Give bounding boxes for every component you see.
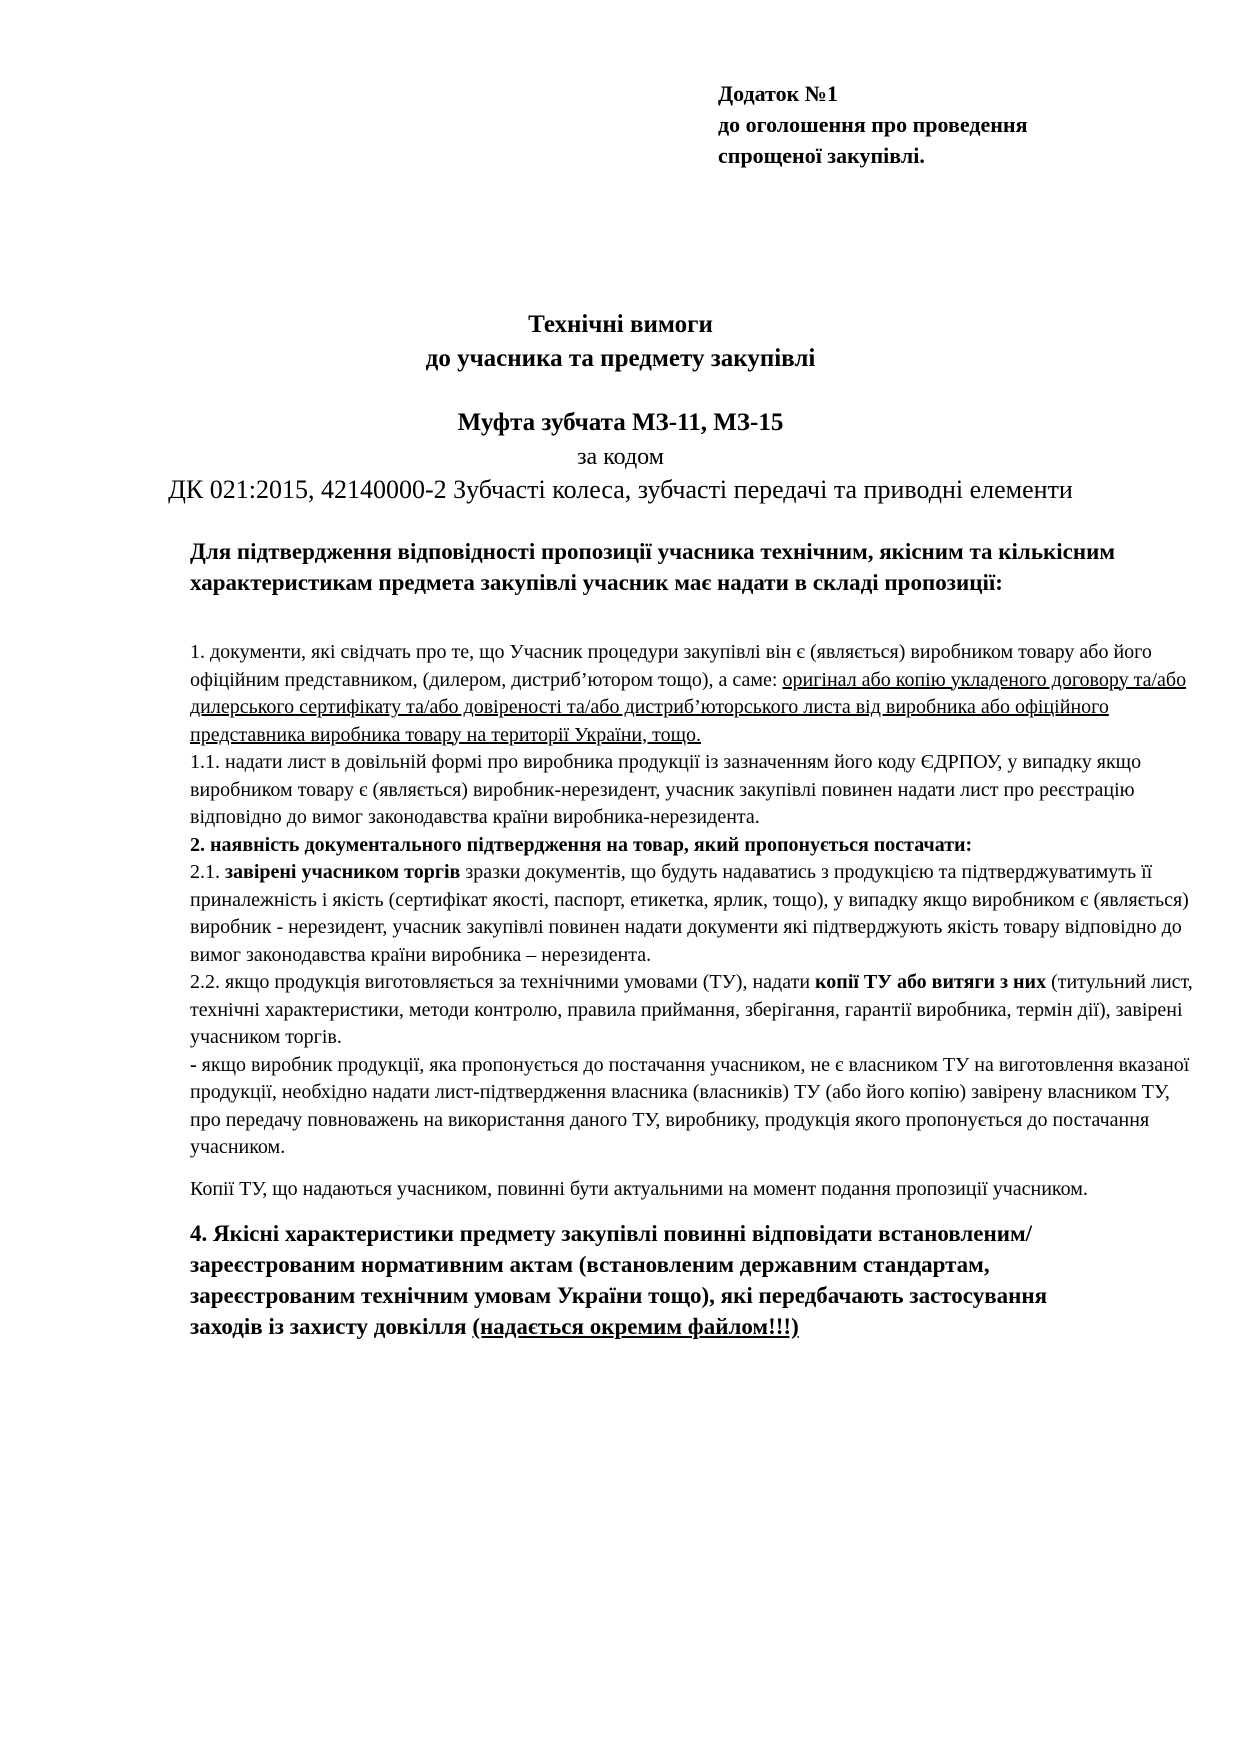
item-dash-bold: - <box>190 1053 197 1076</box>
item-dash-rest: якщо виробник продукції, яка пропонується до постачання учасником, не є власником ТУ на виготовлення вказаної продукції, необхідно надати лист-підтвердження власника (власників) ТУ (або його копію) завірену власником ТУ, про передачу повноважень на використання даного ТУ, виробнику, продукція якого пропонується до постачання учасником. <box>190 1053 1190 1158</box>
annex-line-3: спрощеної закупівлі. <box>718 143 925 168</box>
separate-file-note: (надається окремим файлом!!!) <box>472 1314 799 1339</box>
requirements-list <box>190 639 1196 1162</box>
annex-header <box>718 78 1188 171</box>
item-2-1-bold: завірені учасником торгів <box>225 861 461 883</box>
quality-requirement <box>190 1218 1120 1342</box>
item-2-2-bold: копії ТУ або витяги з них <box>815 971 1047 993</box>
item-1-underlined: оригінал або копію укладеного договору та/або дилерського сертифікату та/або довіреності та/або дистриб’юторського листа від виробника або офіційного представника виробника товару на території України, тощо. <box>190 668 1187 746</box>
item-1 <box>190 639 1196 749</box>
item-2-1-prefix: 2.1. <box>190 861 225 883</box>
annex-line-2: до оголошення про проведення <box>718 112 1028 137</box>
tu-copies-note: Копії ТУ, що надаються учасником, повинні бути актуальними на момент подання пропозиції учасником. <box>190 1178 1088 1200</box>
by-code-label: за кодом <box>577 444 664 470</box>
annex-number: Додаток №1 <box>718 81 838 106</box>
item-1-text: 1. документи, які свідчать про те, що Учасник процедури закупівлі він є (являється) виробником товару або його офіційним представником, (дилером, дистриб’ютором тощо), а саме: <box>190 641 1152 691</box>
lead-paragraph: Для підтвердження відповідності пропозиції учасника технічним, якісним та кількісним характеристикам предмета закупівлі учасник має надати в складі пропозиції: <box>190 539 1116 595</box>
quality-requirement-text: 4. Якісні характеристики предмету закупівлі повинні відповідати встановленим/зареєстрованим нормативним актам (встановленим державним стандартам, зареєстрованим технічним умовам України тощо), які передбачають застосування заходів із захисту довкілля <box>190 1221 1048 1339</box>
document-title <box>0 308 1241 376</box>
procurement-item-title: Муфта зубчата МЗ-11, МЗ-15 <box>457 409 784 436</box>
item-2-2-rest: (титульний лист, технічні характеристики, методи контролю, правила приймання, зберігання, гарантії виробника, термін дії), завірені учасником торгів. <box>190 971 1193 1048</box>
item-2-1 <box>190 859 1196 969</box>
title-line-1: Технічні вимоги <box>528 311 713 338</box>
item-2-2-prefix: 2.2. якщо продукція виготовляється за технічними умовами (ТУ), надати <box>190 971 816 993</box>
dk-code-line: ДК 021:2015, 42140000-2 Зубчасті колеса, зубчасті передачі та приводні елементи <box>168 475 1073 504</box>
item-2-2 <box>190 969 1196 1052</box>
item-1-1: 1.1. надати лист в довільній формі про виробника продукції із зазначенням його коду ЄДРПОУ, у випадку якщо виробником товару є (являється) виробник-нерезидент, учасник закупівлі повинен надати лист про реєстрацію відповідно до вимог законодавства країни виробника-нерезидента. <box>190 751 1142 828</box>
item-2: 2. наявність документального підтвердження на товар, який пропонується постачати: <box>190 833 973 856</box>
item-dash <box>190 1052 1196 1162</box>
item-2-1-rest: зразки документів, що будуть надаватись з продукцією та підтверджуватимуть її приналежність і якість (сертифікат якості, паспорт, етикетка, ярлик, тощо), у випадку якщо виробником є (являється) виробник - нерезидент, учасник закупівлі повинен надати документи які підтверджують якість товару відповідно до вимог законодавства країни виробника – нерезидента. <box>190 861 1189 966</box>
title-line-2: до учасника та предмету закупівлі <box>425 345 816 372</box>
